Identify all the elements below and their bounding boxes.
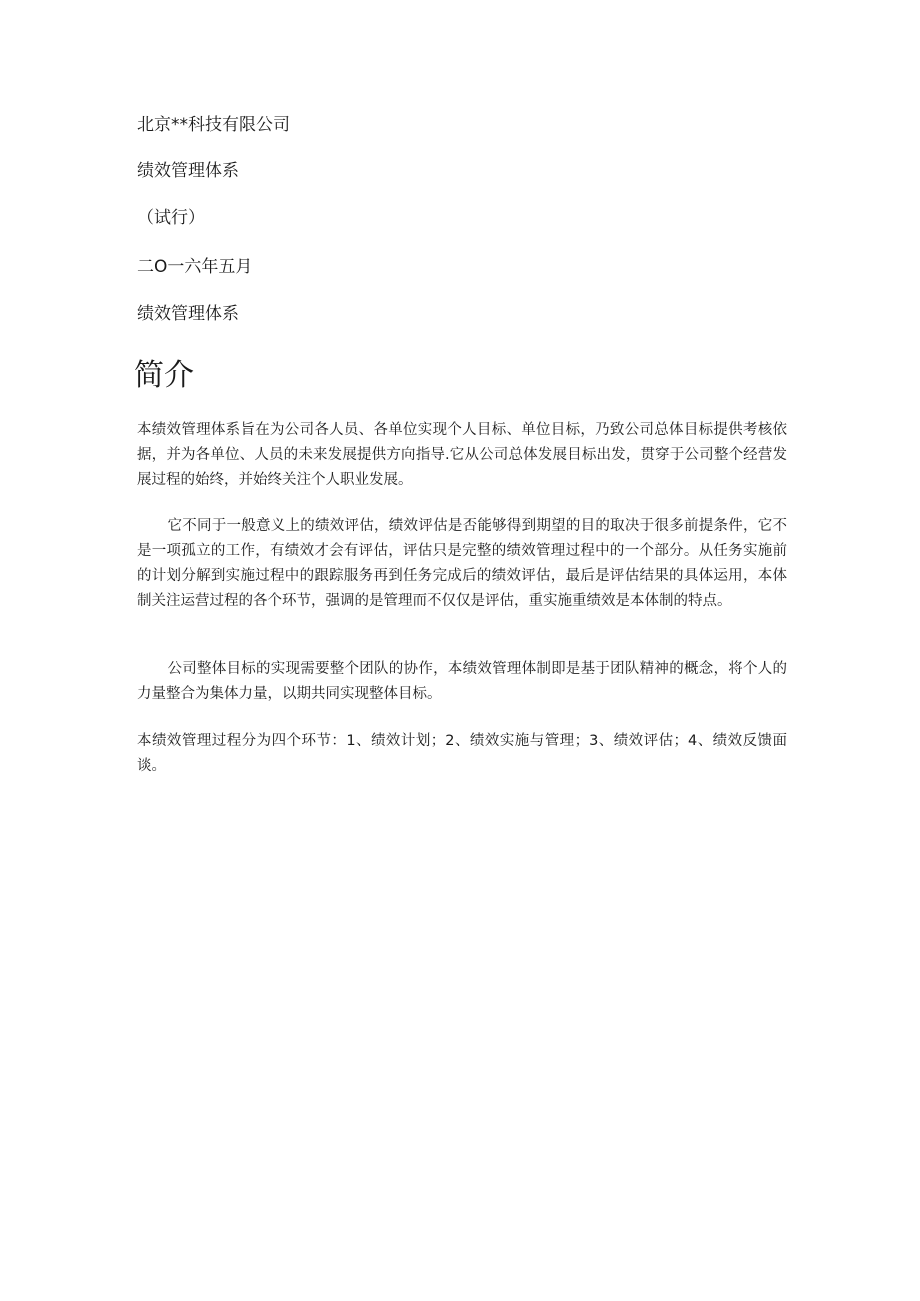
trial-note: （试行） [137,208,205,228]
intro-paragraph-2: 它不同于一般意义上的绩效评估，绩效评估是否能够得到期望的目的取决于很多前提条件，它不是一项孤立的工作，有绩效才会有评估，评估只是完整的绩效管理过程中的一个部分。从任务实施前的计划分解到实施过程中的跟踪服务再到任务完成后的绩效评估，最后是评估结果的具体运用，本体制关注运营过程的各个环节，强调的是管理而不仅仅是评估，重实施重绩效是本体制的特点。 [137,518,787,609]
intro-paragraph-1: 本绩效管理体系旨在为公司各人员、各单位实现个人目标、单位目标，乃致公司总体目标提供考核依据，并为各单位、人员的未来发展提供方向指导.它从公司总体发展目标出发，贯穿于公司整个经营发展过程的始终，并始终关注个人职业发展。 [137,422,787,488]
intro-paragraph-4: 本绩效管理过程分为四个环节：1、绩效计划；2、绩效实施与管理；3、绩效评估；4、绩效反馈面谈。 [137,733,787,774]
section-heading: 简介 [134,358,194,393]
system-title: 绩效管理体系 [137,161,239,181]
intro-paragraph-3: 公司整体目标的实现需要整个团队的协作，本绩效管理体制即是基于团队精神的概念，将个人的力量整合为集体力量，以期共同实现整体目标。 [137,661,787,702]
document-date: 二O一六年五月 [137,257,253,277]
system-title-repeat: 绩效管理体系 [137,304,239,324]
company-name: 北京**科技有限公司 [137,115,290,135]
